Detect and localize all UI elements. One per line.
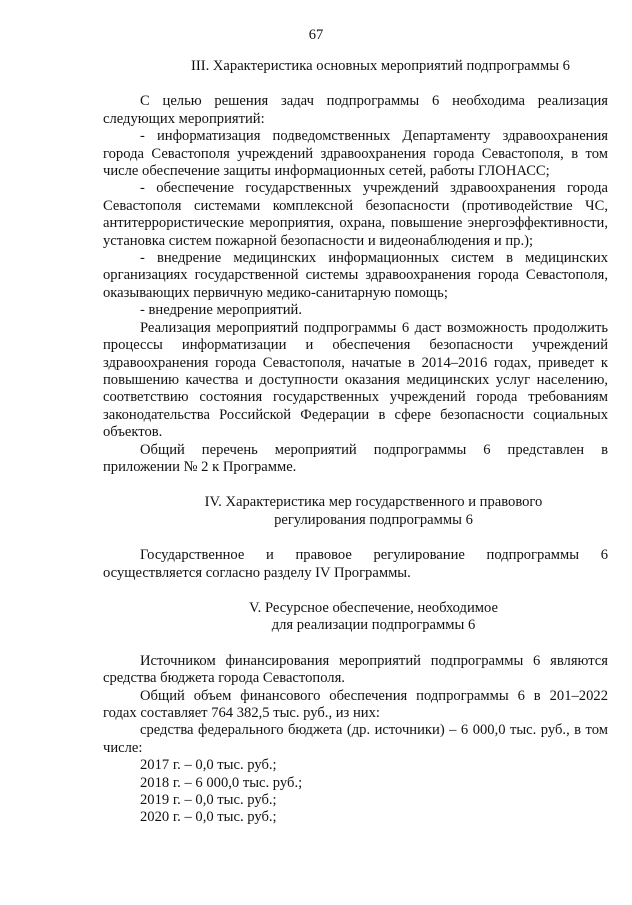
section-4-text: Государственное и правовое регулирование подпрограммы 6 осуществляется согласно разделу IV Программы. [103,547,608,581]
section-5-federal-paragraph: средства федерального бюджета (др. источники) – 6 000,0 тыс. руб., в том числе: [103,722,608,756]
section-4-heading-line-1: IV. Характеристика мер государственного и правового [204,494,543,511]
section-4-heading-line-2: регулирования подпрограммы 6 [274,511,473,528]
page-content [103,58,608,827]
funding-year-2020: 2020 г. – 0,0 тыс. руб.; [140,809,277,826]
section-3-item-1: - информатизация подведомственных Департаменту здравоохранения города Севастополя учреждений здравоохранения города Севастополя, в том числе обеспечение защиты информационных сетей, работы ГЛОНАСС; [103,128,608,180]
funding-year-2019: 2019 г. – 0,0 тыс. руб.; [140,792,277,809]
section-3-heading: III. Характеристика основных мероприятий подпрограммы 6 [191,58,570,74]
section-3-item-4: - внедрение мероприятий. [140,302,303,319]
section-3-realization-paragraph: Реализация мероприятий подпрограммы 6 даст возможность продолжить процессы информатизации и обеспечения безопасности учреждений здравоохранения города Севастополя, начатые в 2014–2016 годах, приведет к повышению качества и доступности оказания медицинских услуг населению, соответствию состояния государственных учреждений города требованиям законодательства Российской Федерации в сфере безопасности социальных объектов. [103,319,608,441]
funding-year-2018: 2018 г. – 6 000,0 тыс. руб.; [140,774,303,791]
funding-years-list [103,757,608,827]
section-5-source-paragraph: Источником финансирования мероприятий подпрограммы 6 являются средства бюджета города Севастополя. [103,652,608,687]
section-3-intro: С целью решения задач подпрограммы 6 необходима реализация следующих мероприятий: [103,93,608,127]
page-number: 67 [308,27,324,43]
section-5-heading-line-1: V. Ресурсное обеспечение, необходимое [249,599,498,616]
section-3-list-paragraph: Общий перечень мероприятий подпрограммы 6 представлен в приложении № 2 к Программе. [103,441,608,475]
section-5-heading-line-2: для реализации подпрограммы 6 [271,617,476,634]
section-5-total-paragraph: Общий объем финансового обеспечения подпрограммы 6 в 201–2022 годах составляет 764 382,5 тыс. руб., из них: [103,687,608,721]
funding-year-2017: 2017 г. – 0,0 тыс. руб.; [140,757,277,774]
section-3-item-2: - обеспечение государственных учреждений здравоохранения города Севастополя системами комплексной безопасности (противодействие ЧС, антитеррористические мероприятия, охрана, повышение энергоэффективности, установка систем пожарной безопасности и видеонаблюдения и пр.); [103,180,608,249]
section-3-item-3: - внедрение медицинских информационных систем в медицинских организациях государственной системы здравоохранения города Севастополя, оказывающих первичную медико-санитарную помощь; [103,250,608,301]
